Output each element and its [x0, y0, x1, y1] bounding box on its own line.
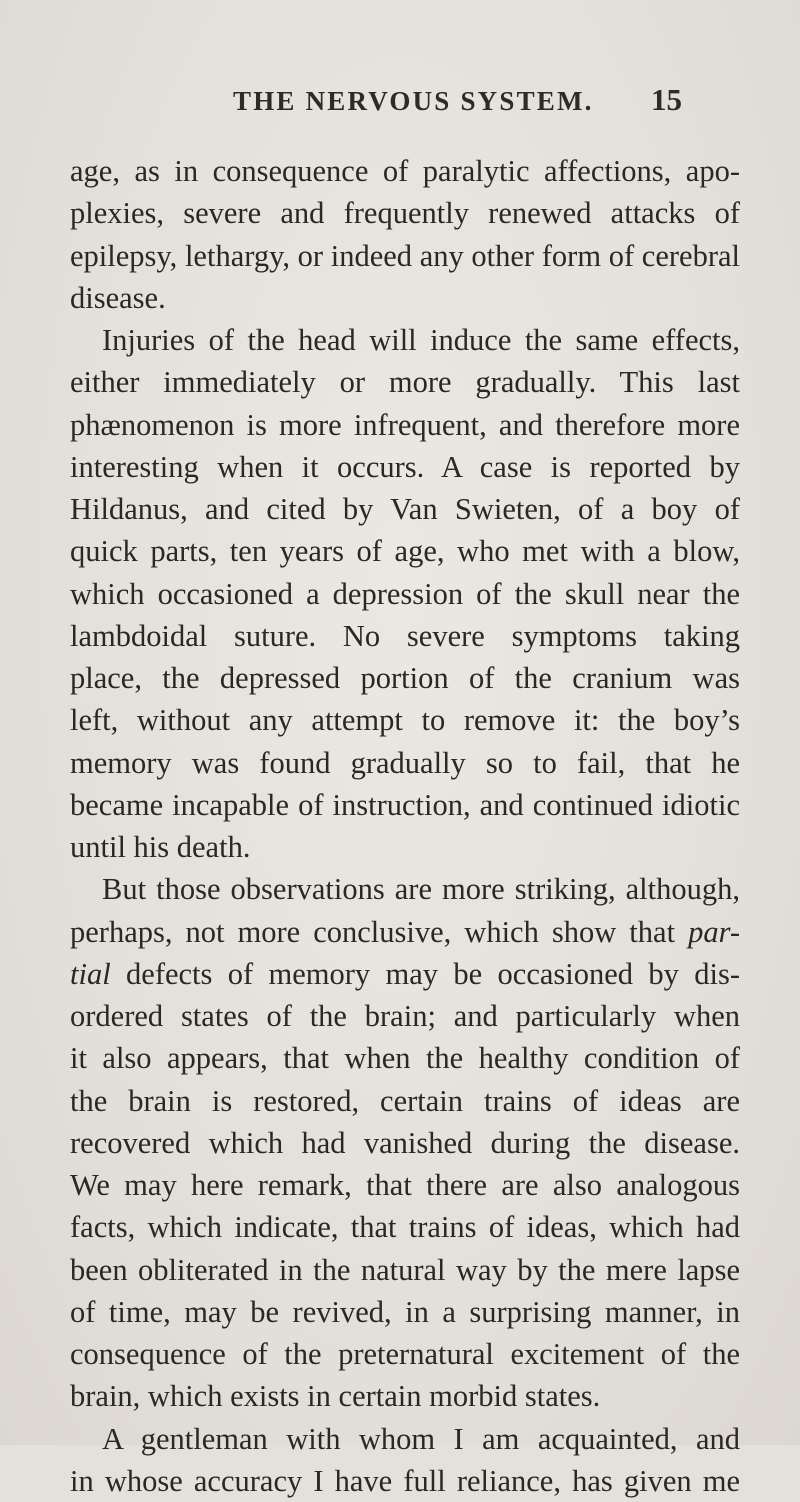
page-number: 15 [651, 82, 682, 117]
italic-word: tial [70, 956, 111, 991]
text-line: interesting when it occurs. A case is reported by [70, 449, 740, 484]
text-line-with-italic [70, 953, 740, 995]
body-text [70, 150, 740, 1502]
text-line: epilepsy, lethargy, or indeed any other form of cerebral [70, 238, 740, 273]
text-line: facts, which indicate, that trains of ideas, which had [70, 1210, 740, 1245]
paragraph-start-line: Injuries of the head will induce the same effects, [102, 323, 740, 357]
text-line: recovered which had vanished during the disease. [70, 1125, 740, 1160]
text-line: left, without any attempt to remove it: the boy’s [70, 703, 740, 738]
text-line: either immediately or more gradually. This last [70, 365, 740, 400]
text-line: memory was found gradually so to fail, that he [70, 745, 740, 780]
text-line: phænomenon is more infrequent, and therefore more [70, 407, 740, 442]
line-text: perhaps, not more conclusive, which show that [70, 914, 676, 949]
text-line: Hildanus, and cited by Van Swieten, of a boy of [70, 492, 740, 526]
text-line: lambdoidal suture. No severe symptoms taking [70, 618, 740, 653]
text-line: plexies, severe and frequently renewed attacks of [70, 196, 740, 231]
text-line: We may here remark, that there are also analogous [70, 1168, 740, 1202]
text-line-with-italic [70, 911, 740, 953]
text-line: been obliterated in the natural way by the mere lapse [70, 1252, 740, 1287]
running-head: THE NERVOUS SYSTEM. [233, 86, 594, 116]
text-line: ordered states of the brain; and particularly when [70, 999, 740, 1033]
text-line: place, the depressed portion of the cranium was [70, 661, 740, 695]
text-line: quick parts, ten years of age, who met with a blow, [70, 534, 740, 569]
text-line: disease. [70, 280, 166, 315]
text-line: in whose accuracy I have full reliance, has given me [70, 1463, 740, 1498]
text-line: brain, which exists in certain morbid states. [70, 1379, 601, 1414]
text-line: until his death. [70, 830, 251, 864]
text-line: age, as in consequence of paralytic affections, apo- [70, 154, 740, 188]
paragraph-start-line: A gentleman with whom I am acquainted, and [102, 1421, 740, 1456]
page-header [0, 82, 800, 126]
text-line: which occasioned a depression of the skull near the [70, 576, 740, 611]
line-text: defects of memory may be occasioned by dis- [126, 956, 740, 991]
text-line: the brain is restored, certain trains of ideas are [70, 1083, 740, 1118]
text-line: it also appears, that when the healthy condition of [70, 1041, 740, 1076]
text-line: of time, may be revived, in a surprising manner, in [70, 1294, 740, 1329]
text-line: became incapable of instruction, and continued idiotic [70, 787, 740, 822]
paragraph-start-line: But those observations are more striking, although, [102, 872, 740, 907]
italic-word: par- [688, 914, 740, 949]
text-line: consequence of the preternatural excitement of the [70, 1337, 740, 1371]
